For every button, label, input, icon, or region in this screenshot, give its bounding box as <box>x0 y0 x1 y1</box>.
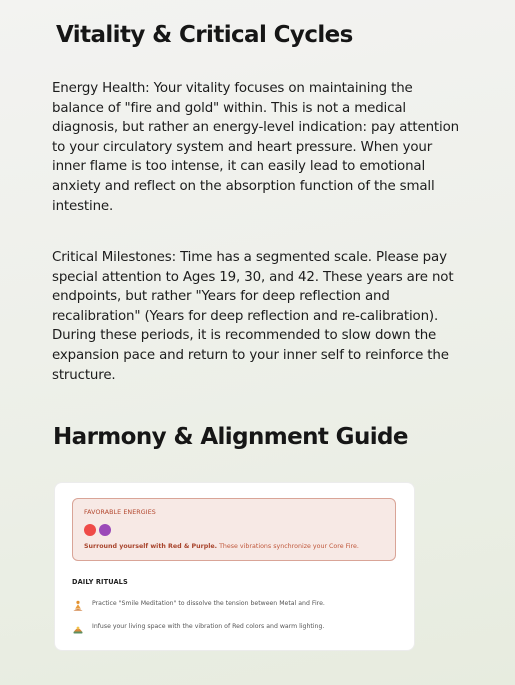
energy-health-paragraph: Energy Health: Your vitality focuses on maintaining the balance of "fire and gold" within. This is not a medical diagnosis, but rather an energy-level indication: pay attention to your circulatory system and heart pressure. When your inner flame is too intense, it can easily lead to emotional anxiety and reflect on the absorption function of the small intestine. <box>52 81 459 214</box>
ritual-item <box>72 620 324 632</box>
section-title-vitality: Vitality & Critical Cycles <box>56 22 353 48</box>
favorable-energies-label: FAVORABLE ENERGIES <box>84 509 156 516</box>
purple-color-dot <box>99 524 111 536</box>
critical-milestones-paragraph: Critical Milestones: Time has a segmented scale. Please pay special attention to Ages 19, 30, and 42. These years are not endpoints, but rather "Years for deep reflection and recalibration" (Years for deep reflection and re-calibration). During these periods, it is recommended to slow down the expansion pace and return to your inner self to reinforce the structure. <box>52 250 454 383</box>
meditation-icon <box>72 597 84 609</box>
daily-rituals-heading: DAILY RITUALS <box>72 578 128 586</box>
harmony-card <box>55 483 414 650</box>
red-color-dot <box>84 524 96 536</box>
ritual-text: Practice "Smile Meditation" to dissolve the tension between Metal and Fire. <box>92 599 325 607</box>
favorable-energies-text <box>84 543 359 550</box>
section-title-harmony: Harmony & Alignment Guide <box>53 424 408 450</box>
lamp-icon <box>72 620 84 632</box>
ritual-text: Infuse your living space with the vibration of Red colors and warm lighting. <box>92 622 325 630</box>
favorable-energies-box <box>72 498 396 561</box>
energies-text-bold: Surround yourself with Red & Purple. <box>84 543 218 550</box>
ritual-item <box>72 597 325 609</box>
energies-text-rest: These vibrations synchronize your Core Fire. <box>219 543 359 550</box>
